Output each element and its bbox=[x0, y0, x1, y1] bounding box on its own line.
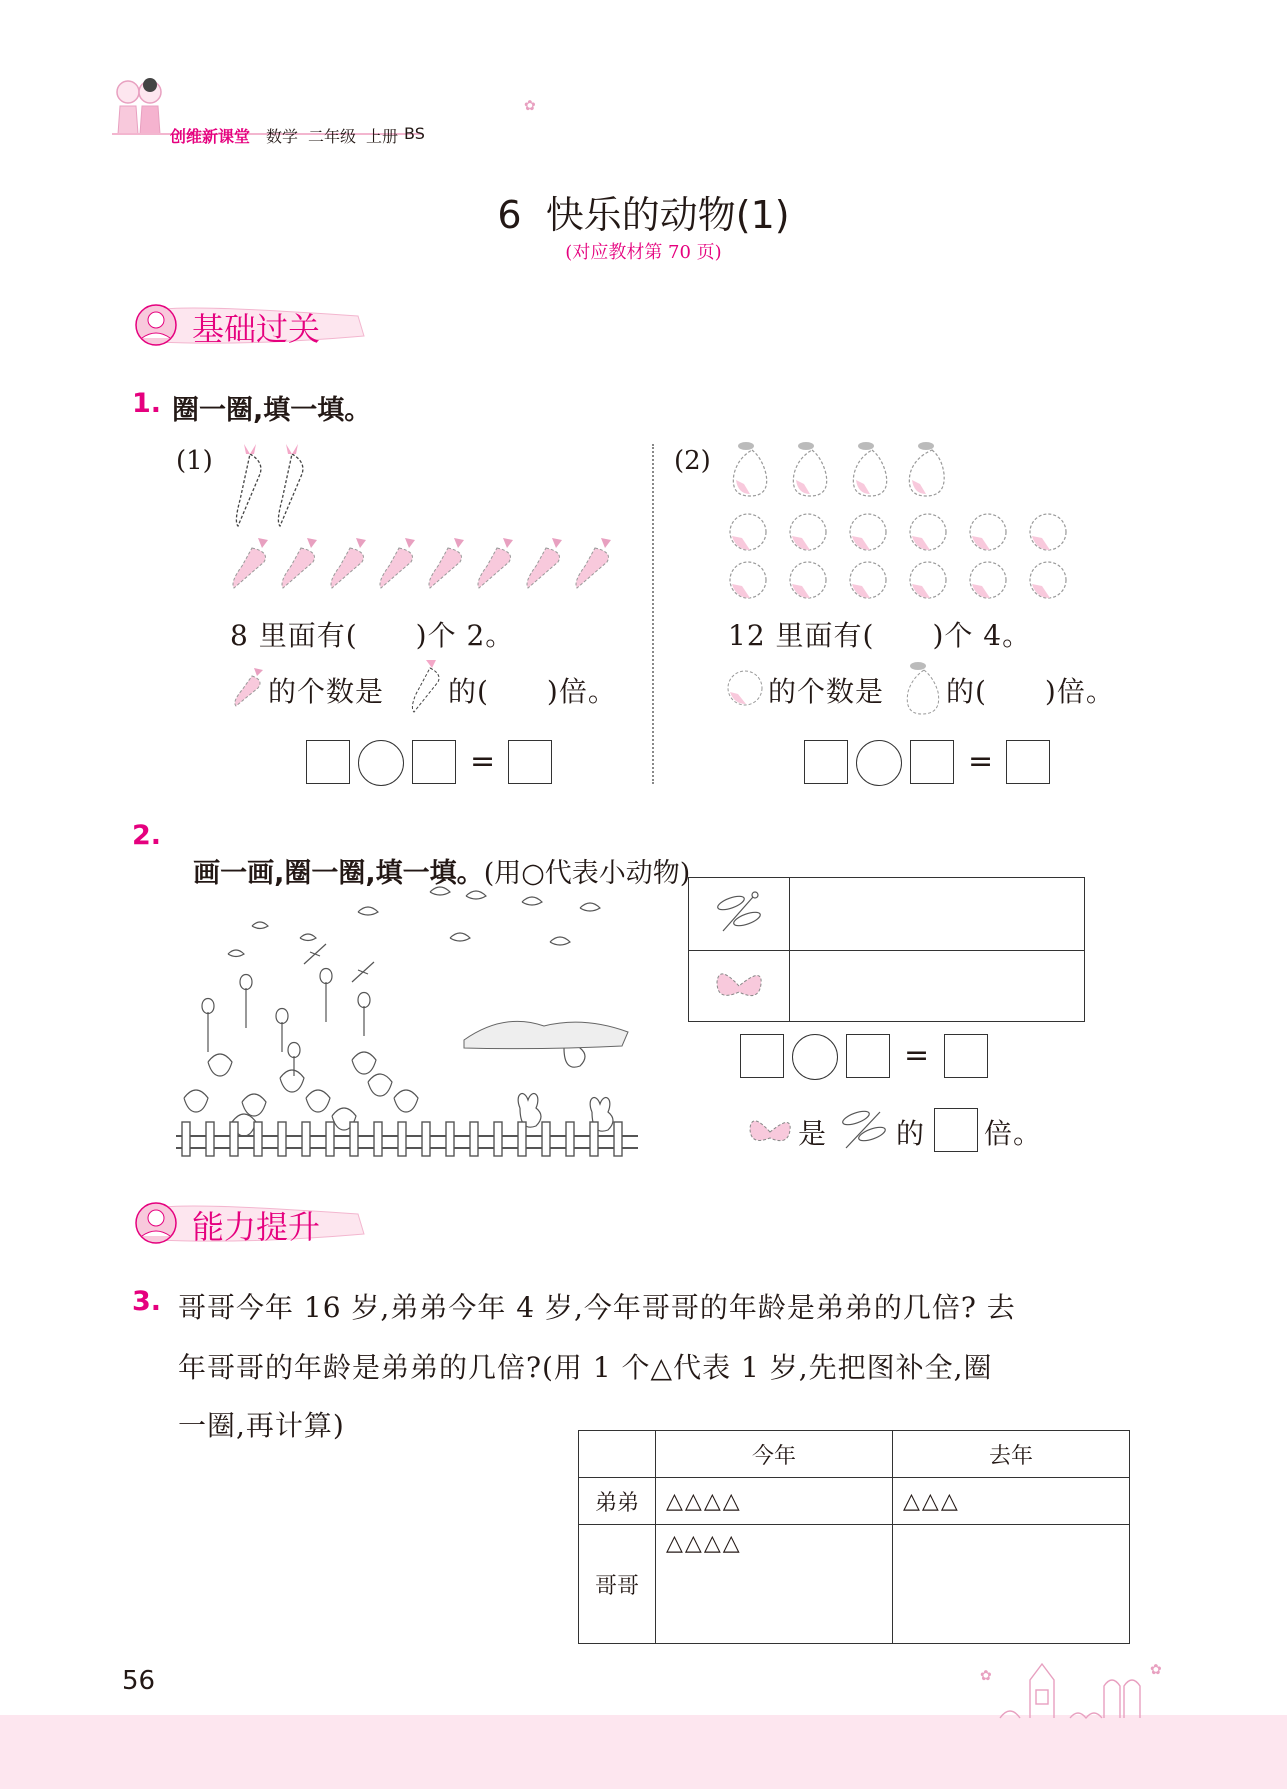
header-grade: 二年级 bbox=[308, 127, 357, 146]
q2-compare-a: 是 bbox=[798, 1117, 828, 1150]
header-edition: BS bbox=[404, 124, 425, 143]
section-title-advanced: 能力提升 bbox=[192, 1208, 321, 1246]
table-row bbox=[579, 1478, 1130, 1525]
q1-part1-box-result[interactable] bbox=[508, 740, 552, 784]
pear-icon bbox=[902, 660, 946, 716]
q1-number: 1. bbox=[132, 388, 162, 419]
q1-part2-box-1[interactable] bbox=[804, 740, 848, 784]
butterfly-cell bbox=[689, 951, 790, 1022]
scene-illustration bbox=[172, 872, 642, 1158]
q2-prompt-rest: (用○代表小动物) bbox=[483, 858, 691, 889]
q1-part1-operator-circle[interactable] bbox=[358, 740, 404, 786]
carrot-icon bbox=[230, 668, 266, 708]
q1-divider bbox=[652, 444, 654, 784]
q2-compare-b: 的 bbox=[896, 1117, 926, 1150]
younger-last-year-cell: △△△ bbox=[893, 1478, 1130, 1525]
q1-part1-equals: = bbox=[470, 744, 496, 779]
butterfly-icon bbox=[711, 962, 767, 1006]
butterfly-answer-cell[interactable] bbox=[790, 951, 1085, 1022]
table-header-this-year: 今年 bbox=[656, 1431, 893, 1478]
q2-box-1[interactable] bbox=[740, 1034, 784, 1078]
q1-part2-box-result[interactable] bbox=[1006, 740, 1050, 784]
q1-prompt: 圈一圈,填一填。 bbox=[172, 395, 372, 426]
radish-group bbox=[230, 440, 310, 530]
q1-part1-label: (1) bbox=[176, 446, 213, 476]
pear-row bbox=[726, 440, 946, 500]
q1-part2-line2a: 的个数是 bbox=[768, 675, 885, 708]
q1-part1-line2b: 的( )倍。 bbox=[448, 675, 617, 708]
q1-part1-line1: 8 里面有( )个 2。 bbox=[230, 619, 515, 652]
table-corner-cell bbox=[579, 1431, 656, 1478]
q3-line1: 哥哥今年 16 岁,弟弟今年 4 岁,今年哥哥的年龄是弟弟的几倍? 去 bbox=[178, 1291, 1016, 1324]
older-this-year-cell[interactable]: △△△△ bbox=[656, 1525, 893, 1644]
q2-number: 2. bbox=[132, 820, 162, 851]
section-title-basic: 基础过关 bbox=[192, 310, 321, 348]
q3-line2: 年哥哥的年龄是弟弟的几倍?(用 1 个△代表 1 岁,先把图补全,圈 bbox=[178, 1351, 993, 1384]
header-mascot bbox=[112, 76, 166, 140]
butterfly-icon bbox=[746, 1110, 794, 1150]
page-title: 6 快乐的动物(1) bbox=[497, 193, 790, 237]
svg-text:✿: ✿ bbox=[980, 1668, 992, 1684]
q2-box-2[interactable] bbox=[846, 1034, 890, 1078]
younger-this-year-cell: △△△△ bbox=[656, 1478, 893, 1525]
table-row bbox=[689, 878, 1085, 951]
row-label-older: 哥哥 bbox=[579, 1525, 656, 1644]
q1-part1-box-1[interactable] bbox=[306, 740, 350, 784]
q3-line3: 一圈,再计算) bbox=[178, 1409, 345, 1442]
table-row bbox=[579, 1525, 1130, 1644]
row-label-younger: 弟弟 bbox=[579, 1478, 656, 1525]
castle-decoration bbox=[980, 1650, 1170, 1720]
q2-compare-c: 倍。 bbox=[984, 1117, 1043, 1150]
dragonfly-cell bbox=[689, 878, 790, 951]
q2-box-result[interactable] bbox=[944, 1034, 988, 1078]
header-volume: 上册 bbox=[366, 127, 399, 146]
q1-part2-line2b: 的( )倍。 bbox=[946, 675, 1115, 708]
apple-grid bbox=[726, 508, 1076, 604]
radish-icon bbox=[404, 658, 444, 714]
q3-number: 3. bbox=[132, 1286, 162, 1317]
q1-part1-line2a: 的个数是 bbox=[268, 675, 385, 708]
apple-icon bbox=[724, 666, 766, 708]
q2-equals: = bbox=[904, 1038, 930, 1073]
table-row bbox=[689, 951, 1085, 1022]
q1-part1-box-2[interactable] bbox=[412, 740, 456, 784]
dragonfly-icon bbox=[709, 887, 769, 937]
carrot-row bbox=[228, 536, 628, 592]
q1-part2-operator-circle[interactable] bbox=[856, 740, 902, 786]
q1-part2-label: (2) bbox=[674, 446, 711, 476]
header-subject: 数学 bbox=[266, 127, 299, 146]
q1-part2-equals: = bbox=[968, 744, 994, 779]
q2-tally-table bbox=[688, 877, 1085, 1022]
page-subtitle: (对应教材第 70 页) bbox=[565, 242, 722, 263]
table-row bbox=[579, 1431, 1130, 1478]
q1-part2-box-2[interactable] bbox=[910, 740, 954, 784]
svg-text:✿: ✿ bbox=[1150, 1662, 1162, 1678]
q2-operator-circle[interactable] bbox=[792, 1034, 838, 1080]
q1-part2-line1: 12 里面有( )个 4。 bbox=[728, 619, 1032, 652]
page-number: 56 bbox=[122, 1666, 156, 1696]
header-brand: 创维新课堂 bbox=[170, 127, 251, 146]
older-last-year-cell[interactable] bbox=[893, 1525, 1130, 1644]
q3-table bbox=[578, 1430, 1130, 1644]
dragonfly-answer-cell[interactable] bbox=[790, 878, 1085, 951]
flower-icon: ✿ bbox=[524, 98, 536, 114]
table-header-last-year: 去年 bbox=[893, 1431, 1130, 1478]
q2-prompt-bold: 画一画,圈一圈,填一填。 bbox=[193, 858, 484, 889]
dragonfly-icon bbox=[836, 1100, 892, 1154]
footer-band bbox=[0, 1715, 1287, 1789]
q2-multiple-box[interactable] bbox=[934, 1108, 978, 1152]
